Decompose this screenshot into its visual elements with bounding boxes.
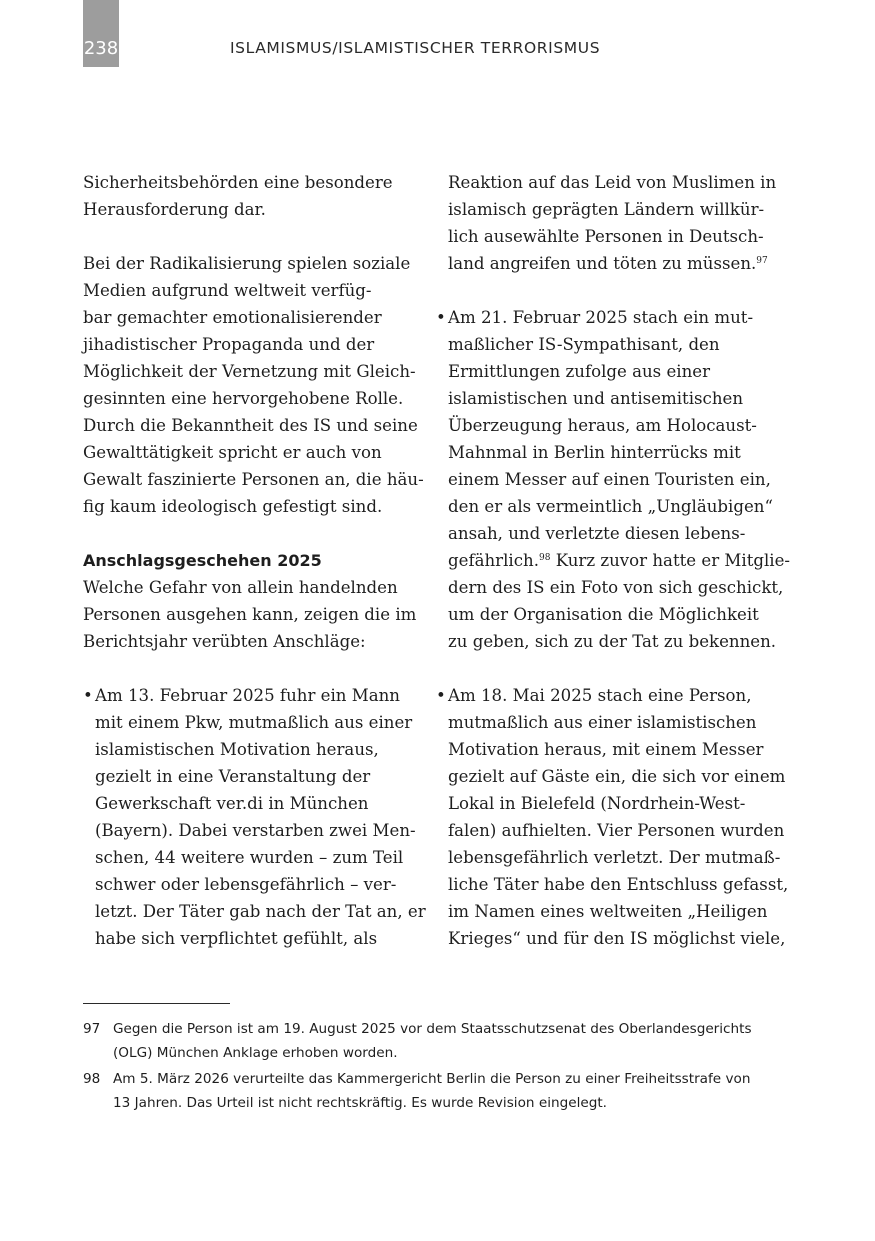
footnote-line: Am 5. März 2026 verurteilte das Kammergericht Berlin die Person zu einer Freiheitsstrafe von [113,1071,751,1087]
text-line: um der Organisation die Möglichkeit [448,605,759,624]
text-line: im Namen eines weltweiten „Heiligen [448,902,768,921]
bullet-munich-continued [436,169,777,277]
text-line: Möglichkeit der Vernetzung mit Gleich- [83,362,416,381]
text-line: letzt. Der Täter gab nach der Tat an, er [95,902,426,921]
footnotes [83,1017,783,1117]
left-column [83,169,426,952]
text-line: dern des IS ein Foto von sich geschickt, [448,578,784,597]
text-line: Ermittlungen zufolge aus einer [448,362,711,381]
text-line: Gewerkschaft ver.di in München [95,794,369,813]
text-line: Durch die Bekanntheit des IS und seine [83,416,418,435]
text-line: lich ausewählte Personen in Deutsch- [448,227,764,246]
bullet-icon: • [83,686,93,705]
text-line: mutmaßlich aus einer islamistischen [448,713,757,732]
text-line [448,547,791,574]
text-line: Gewalt faszinierte Personen an, die häu- [83,470,424,489]
text-line: fig kaum ideologisch gefestigt sind. [83,497,383,516]
footnote-ref-97[interactable]: 97 [756,256,768,266]
radicalization-paragraph [83,250,424,520]
footnote-line: Gegen die Person ist am 19. August 2025 vor dem Staatsschutzsenat des Oberlandesgerichts [113,1021,752,1037]
page-number-tab [83,0,119,67]
text-line: Herausforderung dar. [83,200,266,219]
text-line: lebensgefährlich verletzt. Der mutmaß- [448,848,781,867]
text-line: gezielt auf Gäste ein, die sich vor einem [448,767,786,786]
footnote-line: 13 Jahren. Das Urteil ist nicht rechtskräftig. Es wurde Revision eingelegt. [113,1095,607,1111]
text-line: Sicherheitsbehörden eine besondere [83,173,393,192]
text-line: Überzeugung heraus, am Holocaust- [448,416,757,435]
text-line: Bei der Radikalisierung spielen soziale [83,254,411,273]
text-line: schwer oder lebensgefährlich – ver- [95,875,397,894]
text-line: den er als vermeintlich „Ungläubigen“ [448,497,773,516]
footnote-97 [83,1017,783,1065]
footnote-ref-98[interactable]: 98 [538,553,551,563]
right-column [436,169,791,952]
section-intro [83,574,417,655]
intro-text [83,169,408,223]
text-line: islamisch geprägten Ländern willkür- [448,200,765,219]
text-line: Krieges“ und für den IS möglichst viele, [448,929,786,948]
text-line: gesinnten eine hervorgehobene Rolle. [83,389,404,408]
text-line: ansah, und verletzte diesen lebens- [448,524,746,543]
text-line: (Bayern). Dabei verstarben zwei Men- [95,821,416,840]
text-line: Welche Gefahr von allein handelnden [83,578,398,597]
running-title: ISLAMISMUS/ISLAMISTISCHER TERRORISMUS [230,39,601,57]
text-line: Medien aufgrund weltweit verfüg- [83,281,372,300]
text-line: Am 13. Februar 2025 fuhr ein Mann [95,686,400,705]
footnote-98 [83,1067,783,1115]
text-line: Am 18. Mai 2025 stach eine Person, [448,686,752,705]
text-line: Berichtsjahr verübten Anschläge: [83,632,366,651]
footnote-number: 97 [83,1021,101,1037]
text-line: Motivation heraus, mit einem Messer [448,740,764,759]
text-line: habe sich verpflichtet gefühlt, als [95,929,378,948]
text-line: Reaktion auf das Leid von Muslimen in [448,173,777,192]
text-line [448,250,768,277]
text-fragment: gefährlich. [448,551,539,570]
text-fragment: land angreifen und töten zu müssen. [448,254,757,273]
text-line: Mahnmal in Berlin hinterrücks mit [448,443,741,462]
footnote-line: (OLG) München Anklage erhoben worden. [113,1045,398,1061]
footnote-divider [83,1003,230,1004]
page-number: 238 [83,38,119,59]
footnote-number: 98 [83,1071,101,1087]
text-line: jihadistischer Propaganda und der [83,335,375,354]
bullet-icon: • [436,308,446,327]
text-line: liche Täter habe den Entschluss gefasst, [448,875,789,894]
text-line: mit einem Pkw, mutmaßlich aus einer [95,713,413,732]
text-fragment: Kurz zuvor hatte er Mitglie- [550,551,791,570]
text-line: Personen ausgehen kann, zeigen die im [83,605,417,624]
text-line: falen) aufhielten. Vier Personen wurden [448,821,785,840]
text-line: islamistischen Motivation heraus, [95,740,379,759]
text-line: maßlicher IS-Sympathisant, den [448,335,720,354]
bullet-icon: • [436,686,446,705]
text-line: Lokal in Bielefeld (Nordrhein-West- [448,794,746,813]
bullet-berlin [436,304,791,655]
text-line: Gewalttätigkeit spricht er auch von [83,443,382,462]
bullet-bielefeld [436,682,789,952]
section-heading: Anschlagsgeschehen 2025 [83,551,322,570]
text-line: zu geben, sich zu der Tat zu bekennen. [448,632,777,651]
text-line: Am 21. Februar 2025 stach ein mut- [448,308,754,327]
text-line: islamistischen und antisemitischen [448,389,744,408]
bullet-munich [83,682,426,952]
text-line: einem Messer auf einen Touristen ein, [448,470,771,489]
text-line: schen, 44 weitere wurden – zum Teil [95,848,404,867]
text-line: gezielt in eine Veranstaltung der [95,767,371,786]
text-line: bar gemachter emotionalisierender [83,308,382,327]
